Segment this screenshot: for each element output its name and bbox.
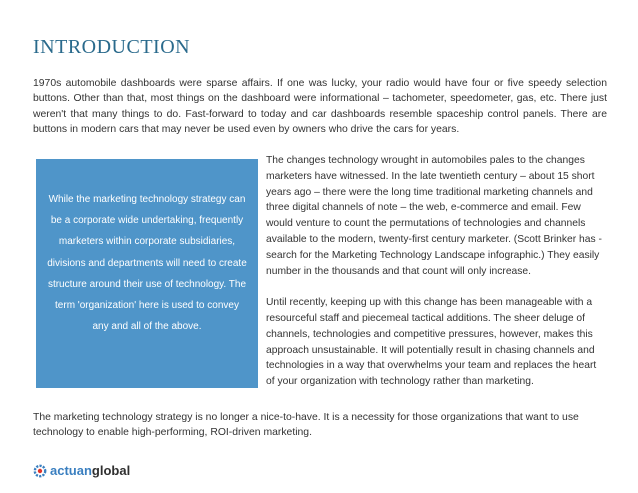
closing-paragraph: The marketing technology strategy is no longer a nice-to-have. It is a necessity for those organizations that want to use technology to enable high-performing, ROI-driven marketing. xyxy=(33,412,579,439)
page-title: INTRODUCTION xyxy=(33,36,191,58)
gear-icon xyxy=(33,464,47,478)
body-paragraph-2: Until recently, keeping up with this change has been manageable with a resourceful staff and piecemeal tactical additions. The sheer deluge of channels, technologies and competitive pressures, however, makes this approach unsustainable. It will potentially result in chasing channels and technologies in a way that overwhelms your team and replaces the heart of your organization with technology rather than marketing. xyxy=(266,297,597,388)
callout-box: While the marketing technology strategy can be a corporate wide undertaking, frequently marketers within corporate subsidiaries, divisions and departments will need to create structure around their use of technology. The term 'organization' here is used to convey any and all of the above. xyxy=(36,159,258,388)
brand-name-part2: global xyxy=(91,463,131,478)
brand-logo xyxy=(33,463,130,478)
body-column xyxy=(266,153,606,390)
body-paragraph-1: The changes technology wrought in automobiles pales to the changes marketers have witnessed. In the late twentieth century – about 15 short years ago – there were the long time traditional marketing channels and three digital channels of note – the web, e-commerce and email. Few would venture to count the permutations of technologies and channels available to the modern, twenty-first century marketer. (Scott Brinker has - search for the Marketing Technology Landscape infographic.) They easily number in the thousands and that count will only increase. xyxy=(266,155,602,277)
intro-paragraph: 1970s automobile dashboards were sparse affairs. If one was lucky, your radio would have four or five speedy selection buttons. Other than that, most things on the dashboard were informational – tachometer, speedometer, gas, etc. There just weren't that many things to do. Fast-forward to today and car dashboards resemble spaceship control panels. There are buttons in modern cars that may never be used even by owners who drive the cars for years. xyxy=(33,78,607,135)
brand-name-part1: actuan xyxy=(50,463,92,478)
